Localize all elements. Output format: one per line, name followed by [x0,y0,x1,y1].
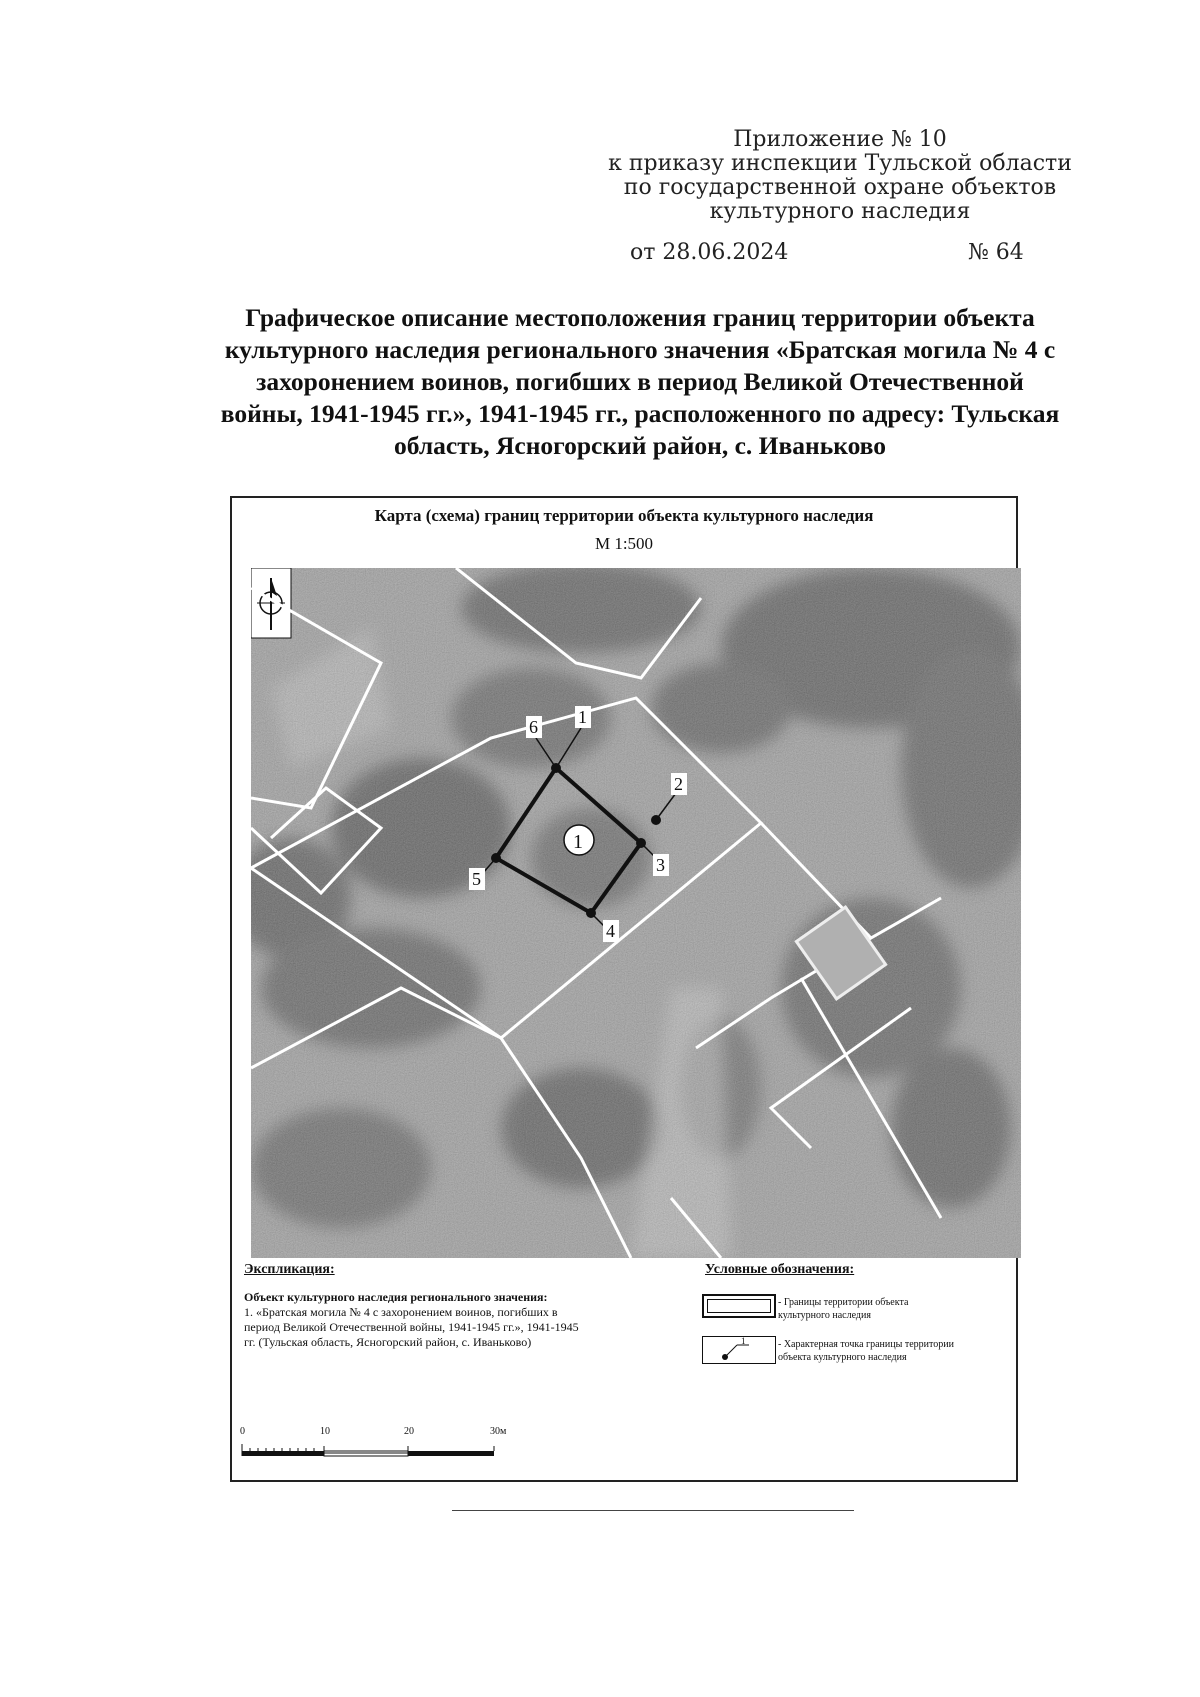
order-number: № 64 [968,240,1024,265]
scale-tick-10: 10 [320,1426,330,1437]
object-number: 1 [573,831,583,853]
scale-bar-graphic [240,1440,520,1470]
order-date: от 28.06.2024 [630,240,789,265]
explication-line-4: гг. (Тульская область, Ясногорский район, с. Иваньково) [244,1335,532,1349]
point-label-3: 3 [656,855,665,875]
point-label-1: 1 [578,707,587,727]
document-title [160,302,1120,462]
legend-point-symbol [702,1336,776,1364]
title-line-2: культурного наследия регионального значения «Братская могила № 4 с [224,335,1056,364]
title-line-3: захоронением воинов, погибших в период Великой Отечественной [256,367,1024,396]
explication-line-3: период Великой Отечественной войны, 1941-1945 гг.», 1941-1945 [244,1320,579,1334]
appendix-line-3: по государственной охране объектов [623,175,1057,200]
vertex-3 [636,838,646,848]
explication-line-2: 1. «Братская могила № 4 с захоронением воинов, погибших в [244,1305,558,1319]
vertex-5 [491,853,501,863]
explication-heading: Экспликация: [244,1262,335,1277]
point-label-5: 5 [472,869,481,889]
legend-heading: Условные обозначения: [705,1262,855,1277]
title-line-1: Графическое описание местоположения границ территории объекта [245,303,1035,332]
scale-tick-30: 30м [490,1426,507,1437]
vertex-2 [651,815,661,825]
aerial-map [251,568,1021,1258]
appendix-number: Приложение № 10 [733,127,947,152]
appendix-line-4: культурного наследия [709,199,971,224]
bottom-rule [452,1510,854,1511]
appendix-line-2: к приказу инспекции Тульской области [608,151,1072,176]
map-title: Карта (схема) границ территории объекта культурного наследия [374,506,874,525]
point-label-2: 2 [674,774,683,794]
map-scale: М 1:500 [594,534,654,553]
legend-point-text [778,1338,954,1364]
point-label-6: 6 [529,717,538,737]
explication-line-1: Объект культурного наследия регионального значения: [244,1290,548,1304]
legend-boundary-line-2: культурного наследия [778,1310,871,1321]
appendix-header [560,128,1120,224]
explication-body [244,1290,684,1350]
legend-boundary-symbol [702,1294,776,1318]
legend-boundary-line-1: - Границы территории объекта [778,1297,909,1308]
title-line-5: область, Ясногорский район, с. Иваньково [393,431,887,460]
north-arrow [251,568,291,638]
scale-tick-0: 0 [240,1426,245,1437]
legend-point-sample: 1 [741,1337,746,1346]
vertex-1 [551,763,561,773]
scale-tick-20: 20 [404,1426,414,1437]
legend-point-line-1: - Характерная точка границы территории [778,1339,954,1350]
title-line-4: войны, 1941-1945 гг.», 1941-1945 гг., расположенного по адресу: Тульская [220,399,1060,428]
vertex-4 [586,908,596,918]
legend-boundary-text [778,1296,908,1322]
point-label-4: 4 [606,921,615,941]
legend-point-line-2: объекта культурного наследия [778,1352,907,1363]
